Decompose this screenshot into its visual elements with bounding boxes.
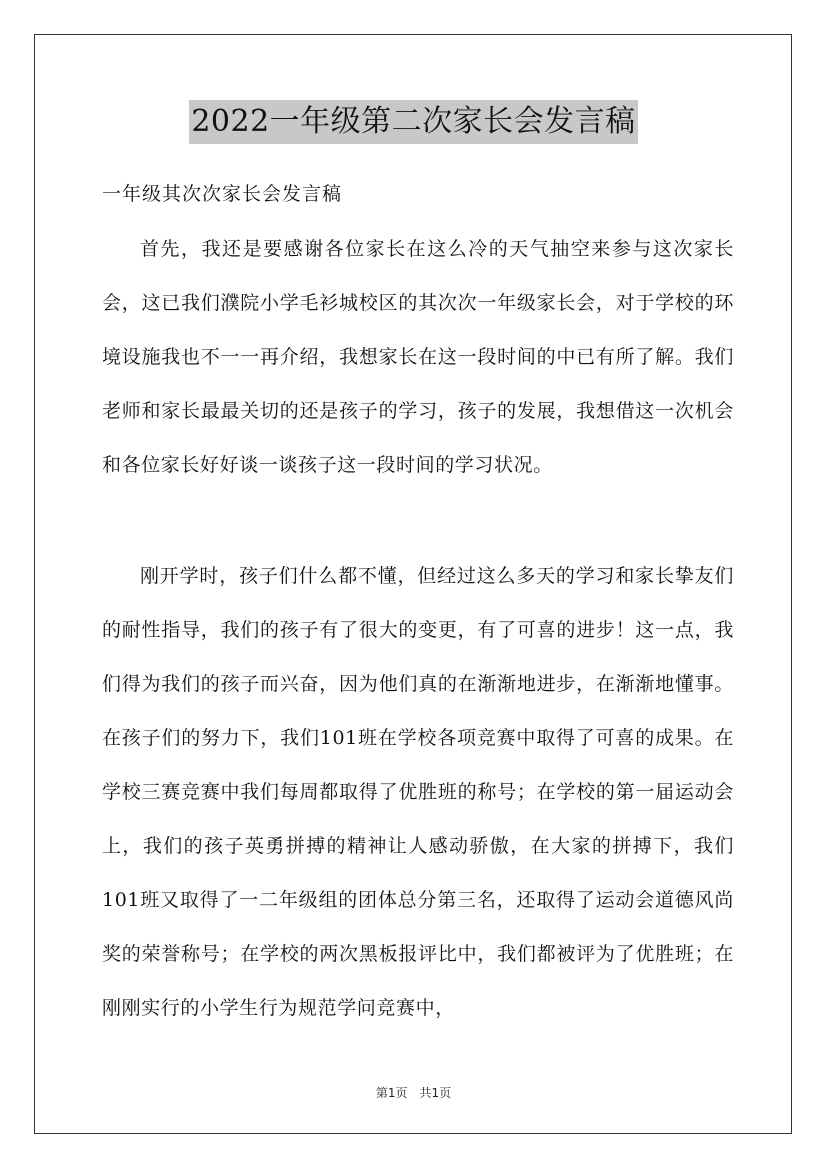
paragraph-2: 刚开学时，孩子们什么都不懂，但经过这么多天的学习和家长挚友们的耐性指导，我们的孩子有了很大的变更，有了可喜的进步！这一点，我们得为我们的孩子而兴奋，因为他们真的在渐渐地进步，在渐渐地懂事。在孩子们的努力下，我们101班在学校各项竞赛中取得了可喜的成果。在学校三赛竞赛中我们每周都取得了优胜班的称号；在学校的第一届运动会上，我们的孩子英勇拼搏的精神让人感动骄傲，在大家的拼搏下，我们101班又取得了一二年级组的团体总分第三名，还取得了运动会道德风尚奖的荣誉称号；在学校的两次黑板报评比中，我们都被评为了优胜班；在刚刚实行的小学生行为规范学问竞赛中， <box>102 565 734 1019</box>
document-subtitle: 一年级其次次家长会发言稿 <box>102 183 343 205</box>
document-title: 2022一年级第二次家长会发言稿 <box>189 100 637 144</box>
title-container <box>0 100 827 144</box>
page-footer: 第1页 共1页 <box>375 1086 452 1100</box>
paragraph-1: 首先，我还是要感谢各位家长在这么冷的天气抽空来参与这次家长会，这已我们濮院小学毛衫城校区的其次次一年级家长会，对于学校的环境设施我也不一一再介绍，我想家长在这一段时间的中已有所了解。我们老师和家长最最关切的还是孩子的学习，孩子的发展，我想借这一次机会和各位家长好好谈一谈孩子这一段时间的学习状况。 <box>102 238 734 476</box>
